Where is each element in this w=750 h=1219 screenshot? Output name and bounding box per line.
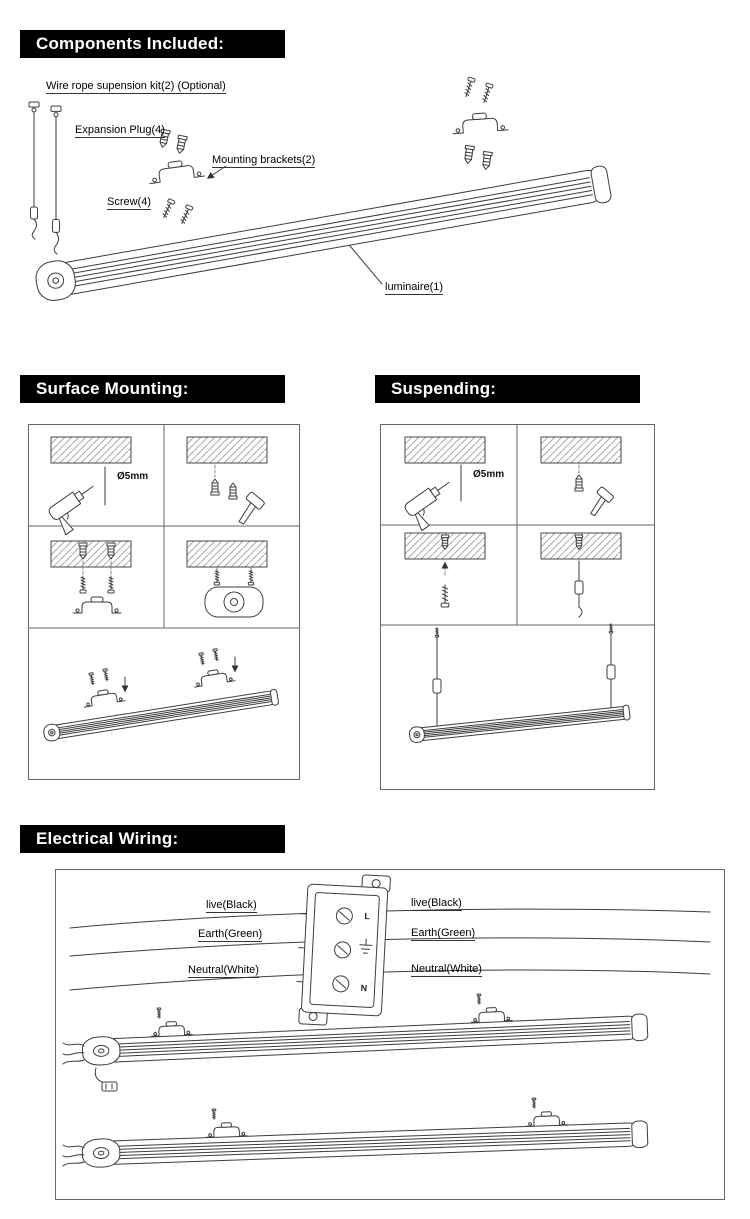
label-wire-rope-kit: Wire rope supension kit(2) (Optional)	[46, 80, 226, 92]
terminal-live-mark: L	[364, 911, 371, 922]
luminaire-endcap-drawing	[205, 587, 263, 617]
suspend-step2-drawing	[541, 437, 621, 518]
terminal-neutral-mark: N	[360, 982, 368, 994]
components-diagram	[20, 62, 730, 362]
surface-title: Surface Mounting:	[36, 379, 189, 398]
label-earth-left: Earth(Green)	[198, 928, 263, 940]
suspending-header-bar	[375, 375, 640, 403]
label-expansion-plug: Expansion Plug(4)	[75, 124, 165, 136]
label-mounting-brackets: Mounting brackets(2)	[212, 154, 316, 166]
electrical-title: Electrical Wiring:	[36, 829, 179, 848]
electrical-header-bar	[20, 825, 285, 853]
surface-panel	[28, 424, 300, 780]
surface-step1-drawing	[47, 437, 131, 535]
surface-drill-size-label: Ø5mm	[117, 471, 149, 482]
surface-header-bar	[20, 375, 285, 403]
mounting-bracket-left-drawing	[147, 158, 204, 184]
label-neutral-right: Neutral(White)	[411, 963, 482, 975]
electrical-drawing	[56, 870, 724, 1199]
label-live-left: live(Black)	[206, 899, 257, 911]
suspend-drill-size-label: Ø5mm	[473, 469, 505, 480]
suspending-drawing	[381, 425, 654, 789]
suspending-panel	[380, 424, 655, 790]
suspend-step1-drawing	[403, 437, 485, 531]
label-luminaire: luminaire(1)	[385, 281, 444, 293]
suspend-install-drawing	[409, 624, 630, 743]
screws-left-drawing	[161, 199, 194, 226]
expansion-plugs-right-drawing	[463, 145, 492, 170]
label-earth-right: Earth(Green)	[411, 927, 476, 939]
surface-step4-drawing	[187, 541, 267, 617]
wired-luminaire-2-drawing	[63, 1098, 648, 1168]
surface-install-drawing	[43, 649, 279, 742]
suspend-step3-drawing	[405, 533, 485, 607]
terminal-block-drawing	[295, 872, 391, 1028]
label-live-right: live(Black)	[411, 897, 462, 909]
surface-drawing	[29, 425, 299, 779]
wire-rope-kit-drawing	[29, 102, 61, 254]
screws-right-drawing	[463, 77, 494, 104]
luminaire-leader-line	[350, 246, 382, 284]
surface-step2-drawing	[187, 437, 267, 527]
electrical-panel	[55, 869, 725, 1200]
label-screw: Screw(4)	[107, 196, 152, 208]
surface-step3-drawing	[51, 541, 131, 613]
components-drawing	[20, 62, 730, 362]
suspending-title: Suspending:	[391, 379, 497, 398]
mounting-bracket-right-drawing	[452, 112, 508, 134]
components-title: Components Included:	[36, 34, 225, 53]
components-header-bar	[20, 30, 285, 58]
suspend-step4-drawing	[541, 533, 621, 617]
label-neutral-left: Neutral(White)	[188, 964, 259, 976]
luminaire-drawing	[33, 164, 612, 303]
wires-drawing	[70, 909, 710, 990]
